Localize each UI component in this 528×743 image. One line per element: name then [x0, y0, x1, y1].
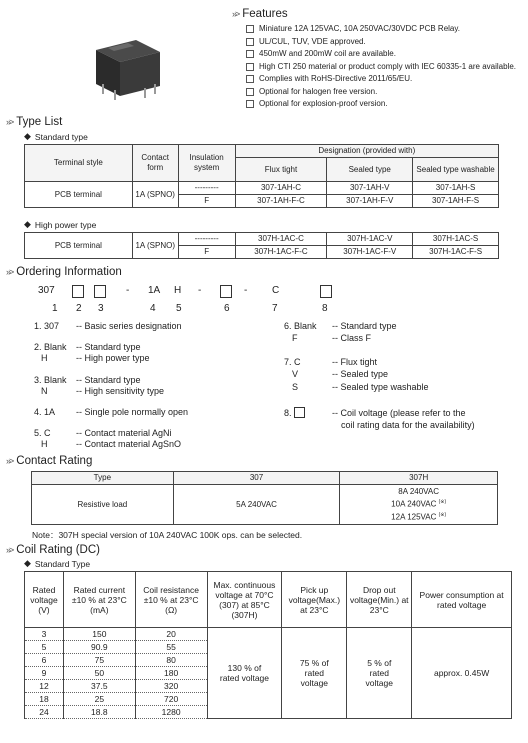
coil-standard-label: ◆ Standard Type: [24, 558, 91, 569]
dropout-cell: 5 % of rated voltage: [347, 628, 412, 719]
th-terminal: Terminal style: [25, 145, 133, 182]
high-power-type-label: ◆ High power type: [24, 219, 97, 230]
std-contact: 1A (SPNO): [132, 182, 178, 208]
checkbox-icon: [246, 25, 254, 33]
feature-text: UL/CUL, TUV, VDE approved.: [259, 36, 366, 46]
code-number: 5: [176, 303, 182, 314]
table-cell: ---------: [178, 233, 235, 246]
table-cell: F: [178, 195, 235, 208]
th-307: 307: [173, 472, 340, 485]
features-title: Features: [242, 8, 288, 20]
table-cell: 75: [63, 654, 135, 667]
ord-val: -- Flux tight: [332, 357, 378, 367]
code-box: [220, 285, 232, 298]
table-cell: 180: [135, 667, 207, 680]
chevron-right-icon: »>: [6, 545, 13, 555]
power-cell: approx. 0.45W: [412, 628, 512, 719]
code-dash: -: [198, 285, 202, 296]
table-cell: ---------: [178, 182, 235, 195]
ord-key: 2. Blank: [34, 342, 67, 352]
ord-key: H: [41, 353, 48, 363]
feature-item: [246, 37, 522, 47]
table-cell: 720: [135, 693, 207, 706]
table-cell: 90.9: [63, 641, 135, 654]
ord-val: -- Single pole normally open: [76, 407, 189, 417]
table-cell: 1280: [135, 706, 207, 719]
contact-rating-table: [31, 471, 498, 525]
diamond-icon: ◆: [24, 558, 31, 568]
ord-key: 5. C: [34, 428, 51, 438]
ord-key: S: [292, 382, 299, 392]
ord-key: N: [41, 386, 48, 396]
th-sealed: Sealed type: [327, 158, 413, 182]
pickup-cell: 75 % of rated voltage: [282, 628, 347, 719]
th-power: Power consumption at rated voltage: [412, 572, 512, 628]
feature-text: 450mW and 200mW coil are available.: [259, 49, 396, 58]
table-cell: 307-1AH-C: [235, 182, 327, 195]
checkbox-icon: [246, 38, 254, 46]
checkbox-icon: [246, 88, 254, 96]
ord-val: -- Standard type: [76, 342, 141, 352]
th-designation: Designation (provided with): [235, 145, 498, 158]
ord-key: 4. 1A: [34, 407, 56, 417]
type-list-heading: »> Type List: [6, 116, 63, 128]
high-power-type-table: [24, 232, 499, 259]
relay-product-image: [88, 28, 168, 108]
standard-type-label: ◆ Standard type: [24, 131, 88, 142]
note-marker: (※): [438, 512, 447, 518]
th-pickup: Pick up voltage(Max.) at 23°C: [282, 572, 347, 628]
th-maxv: Max. continuous voltage at 70°C (307) at 85°C (307H): [207, 572, 282, 628]
table-cell: 37.5: [63, 680, 135, 693]
code-part: 1A: [148, 285, 161, 296]
feature-text: Optional for explosion-proof version.: [259, 99, 388, 108]
code-number: 2: [76, 303, 82, 314]
checkbox-icon: [246, 75, 254, 83]
th-contact: Contact form: [132, 145, 178, 182]
standard-type-table: [24, 144, 499, 208]
rating-307h: 8A 240VAC 10A 240VAC (※) 12A 125VAC (※): [340, 485, 498, 525]
contact-rating-heading: »> Contact Rating: [6, 455, 93, 467]
ord-key: 1. 307: [34, 321, 60, 331]
std-terminal: PCB terminal: [25, 182, 133, 208]
th-dropout: Drop out voltage(Min.) at 23°C: [347, 572, 412, 628]
ord-key: 8.: [284, 408, 292, 418]
ord-val: -- Contact material AgNi: [76, 428, 172, 438]
code-box: [320, 285, 332, 298]
ord-val: -- Standard type: [332, 321, 397, 331]
table-cell: 307-1AH-V: [327, 182, 413, 195]
coil-rating-table: [24, 571, 512, 719]
ordering-heading: »> Ordering Information: [6, 266, 122, 278]
table-cell: 9: [25, 667, 64, 680]
feature-item: [246, 74, 522, 84]
code-number: 8: [322, 303, 328, 314]
ord-key: H: [41, 439, 48, 449]
feature-text: High CTI 250 material or product comply with IEC 60335-1 are available.: [259, 61, 517, 71]
chevron-right-icon: »>: [232, 9, 239, 19]
ord-key: 3. Blank: [34, 375, 67, 385]
chevron-right-icon: »>: [6, 456, 13, 466]
th-resistance: Coil resistance ±10 % at 23°C (Ω): [135, 572, 207, 628]
coil-table-body: [25, 628, 512, 719]
ord-val: -- Class F: [332, 333, 371, 343]
th-307h: 307H: [340, 472, 498, 485]
feature-text: Complies with RoHS-Directive 2011/65/EU.: [259, 74, 413, 83]
feature-text: Miniature 12A 125VAC, 10A 250VAC/30VDC PCB Relay.: [259, 24, 460, 33]
ord-key: 7. C: [284, 357, 301, 367]
diamond-icon: ◆: [24, 131, 31, 141]
resistive-load-label: Resistive load: [32, 485, 174, 525]
diamond-icon: ◆: [24, 219, 31, 229]
th-current: Rated current ±10 % at 23°C (mA): [63, 572, 135, 628]
table-cell: 307-1AH-F-V: [327, 195, 413, 208]
table-cell: F: [178, 246, 235, 259]
table-cell: 3: [25, 628, 64, 641]
feature-item: [246, 87, 522, 97]
th-insulation: Insulation system: [178, 145, 235, 182]
code-number: 7: [272, 303, 278, 314]
table-cell: 307H-1AC-C: [235, 233, 327, 246]
table-cell: 20: [135, 628, 207, 641]
code-dash: -: [244, 285, 248, 296]
maxv-cell: 130 % of rated voltage: [207, 628, 282, 719]
hp-contact: 1A (SPNO): [132, 233, 178, 259]
ord-val: -- Basic series designation: [76, 321, 182, 331]
table-cell: 50: [63, 667, 135, 680]
feature-item: [246, 49, 522, 59]
table-cell: 18: [25, 693, 64, 706]
code-number: 4: [150, 303, 156, 314]
code-box: [72, 285, 84, 298]
feature-item: [246, 24, 522, 34]
coil-rating-heading: »> Coil Rating (DC): [6, 544, 100, 556]
table-cell: 150: [63, 628, 135, 641]
table-cell: 307H-1AC-S: [413, 233, 499, 246]
code-dash: -: [126, 285, 130, 296]
ord-val: -- Sealed type: [332, 369, 389, 379]
th-flux: Flux tight: [235, 158, 327, 182]
ord-val: -- High power type: [76, 353, 150, 363]
contact-note: Note：307H special version of 10A 240VAC 100K ops. can be selected.: [32, 530, 303, 540]
feature-item: [246, 99, 522, 109]
table-cell: 25: [63, 693, 135, 706]
feature-item: [246, 62, 522, 72]
code-box: [294, 407, 305, 418]
checkbox-icon: [246, 100, 254, 108]
ord-val: coil rating data for the availability): [341, 420, 475, 430]
code-part: 307: [38, 285, 55, 296]
checkbox-icon: [246, 50, 254, 58]
table-row: [25, 628, 512, 641]
table-cell: 12: [25, 680, 64, 693]
table-cell: 307-1AH-F-C: [235, 195, 327, 208]
hp-terminal: PCB terminal: [25, 233, 133, 259]
ord-val: -- High sensitivity type: [76, 386, 165, 396]
table-cell: 320: [135, 680, 207, 693]
ord-key: 6. Blank: [284, 321, 317, 331]
code-number: 3: [98, 303, 104, 314]
table-cell: 6: [25, 654, 64, 667]
code-part: H: [174, 285, 182, 296]
table-cell: 55: [135, 641, 207, 654]
features-list: [246, 24, 522, 109]
ord-val: -- Sealed type washable: [332, 382, 429, 392]
chevron-right-icon: »>: [6, 267, 13, 277]
th-washable: Sealed type washable: [413, 158, 499, 182]
table-cell: 307H-1AC-F-V: [327, 246, 413, 259]
table-cell: 307H-1AC-F-C: [235, 246, 327, 259]
th-type: Type: [32, 472, 174, 485]
table-cell: 307-1AH-F-S: [413, 195, 499, 208]
note-marker: (※): [438, 499, 447, 506]
table-cell: 307H-1AC-V: [327, 233, 413, 246]
table-cell: 18.8: [63, 706, 135, 719]
table-cell: 5: [25, 641, 64, 654]
ord-key: V: [292, 369, 299, 379]
ord-key: F: [292, 333, 298, 343]
ord-val: -- Coil voltage (please refer to the: [332, 408, 466, 418]
table-cell: 307-1AH-S: [413, 182, 499, 195]
code-part: C: [272, 285, 280, 296]
checkbox-icon: [246, 63, 254, 71]
ord-val: -- Contact material AgSnO: [76, 439, 182, 449]
table-cell: 24: [25, 706, 64, 719]
ord-val: -- Standard type: [76, 375, 141, 385]
code-number: 6: [224, 303, 230, 314]
table-cell: 80: [135, 654, 207, 667]
feature-text: Optional for halogen free version.: [259, 86, 378, 96]
chevron-right-icon: »>: [6, 117, 13, 127]
code-box: [94, 285, 106, 298]
th-voltage: Rated voltage (V): [25, 572, 64, 628]
features-section: [232, 8, 522, 112]
code-number: 1: [52, 303, 58, 314]
rating-307: 5A 240VAC: [173, 485, 340, 525]
table-cell: 307H-1AC-F-S: [413, 246, 499, 259]
